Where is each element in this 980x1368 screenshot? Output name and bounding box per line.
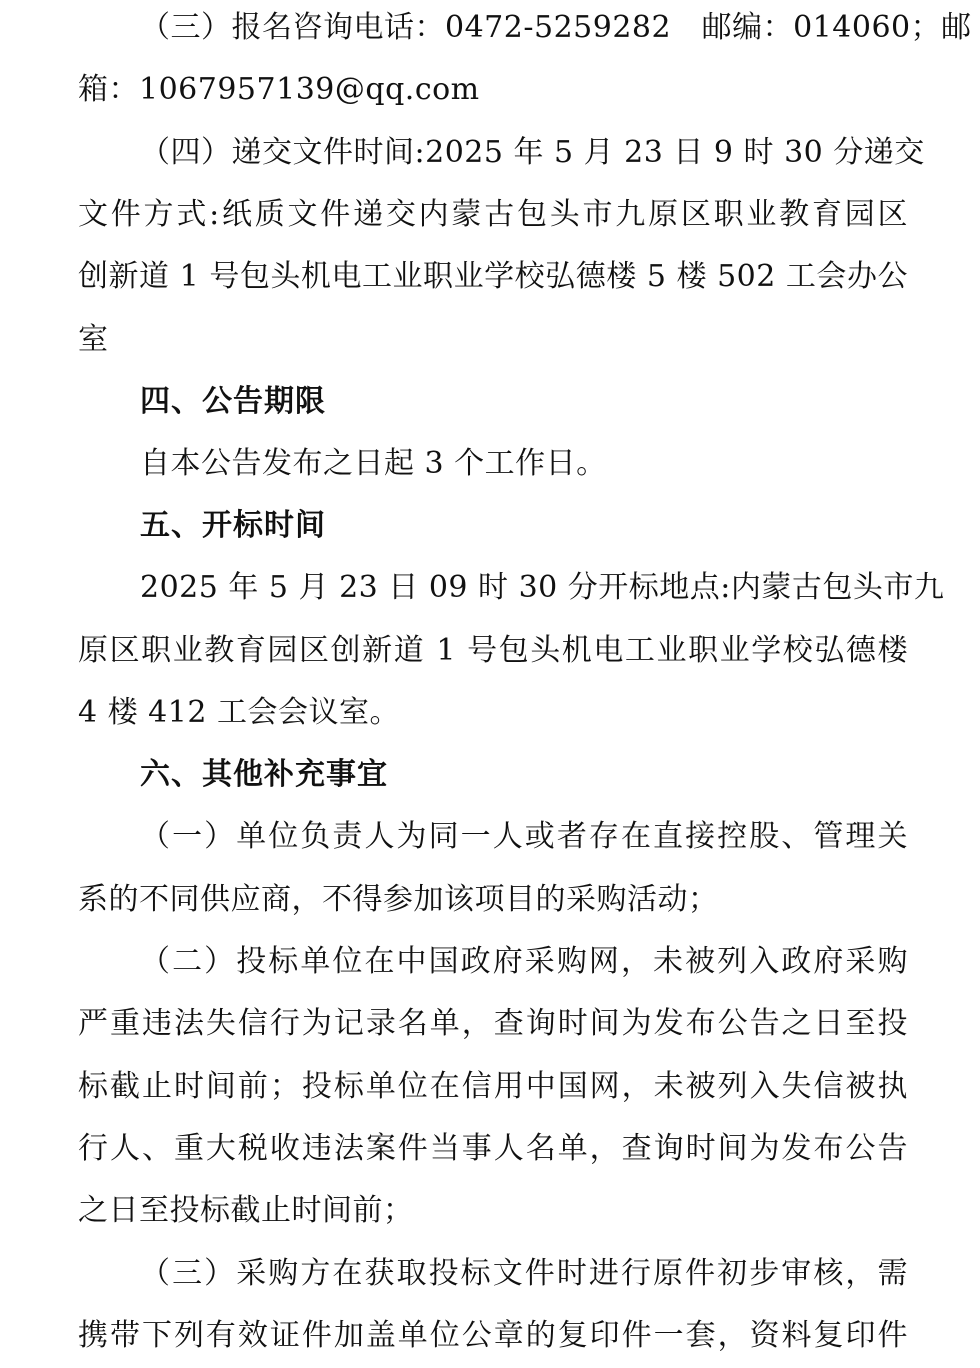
contact-phone-line: （三）报名咨询电话：0472-5259282 邮编：014060；邮: [140, 10, 972, 45]
other-item-2-line-4: 行人、重大税收违法案件当事人名单，查询时间为发布公告: [78, 1131, 908, 1166]
bid-opening-line-1: 2025 年 5 月 23 日 09 时 30 分开标地点:内蒙古包头市九: [140, 570, 945, 605]
other-item-2-line-1: （二）投标单位在中国政府采购网，未被列入政府采购: [140, 944, 908, 979]
submission-address-end-line: 室: [78, 322, 109, 357]
section-heading-other-matters: 六、其他补充事宜: [140, 757, 388, 792]
announcement-period-text: 自本公告发布之日起 3 个工作日。: [140, 446, 607, 481]
other-item-2-line-2: 严重违法失信行为记录名单，查询时间为发布公告之日至投: [78, 1006, 908, 1041]
other-item-2-line-3: 标截止时间前；投标单位在信用中国网，未被列入失信被执: [78, 1069, 908, 1104]
other-item-1-line-2: 系的不同供应商，不得参加该项目的采购活动；: [78, 882, 719, 917]
submission-method-line: 文件方式:纸质文件递交内蒙古包头市九原区职业教育园区: [78, 197, 908, 232]
bid-opening-line-2: 原区职业教育园区创新道 1 号包头机电工业职业学校弘德楼: [78, 633, 908, 668]
other-item-1-line-1: （一）单位负责人为同一人或者存在直接控股、管理关: [140, 819, 908, 854]
section-heading-bid-opening: 五、开标时间: [140, 508, 326, 543]
contact-email-line: 箱：1067957139@qq.com: [78, 72, 480, 107]
bid-opening-line-3: 4 楼 412 工会会议室。: [78, 695, 400, 730]
submission-time-line: （四）递交文件时间:2025 年 5 月 23 日 9 时 30 分递交: [140, 135, 925, 170]
section-heading-announcement-period: 四、公告期限: [140, 384, 326, 419]
other-item-2-line-5: 之日至投标截止时间前；: [78, 1193, 414, 1228]
other-item-3-line-1: （三）采购方在获取投标文件时进行原件初步审核，需: [140, 1256, 908, 1291]
other-item-3-line-2: 携带下列有效证件加盖单位公章的复印件一套，资料复印件: [78, 1318, 908, 1353]
submission-address-line: 创新道 1 号包头机电工业职业学校弘德楼 5 楼 502 工会办公: [78, 259, 908, 294]
